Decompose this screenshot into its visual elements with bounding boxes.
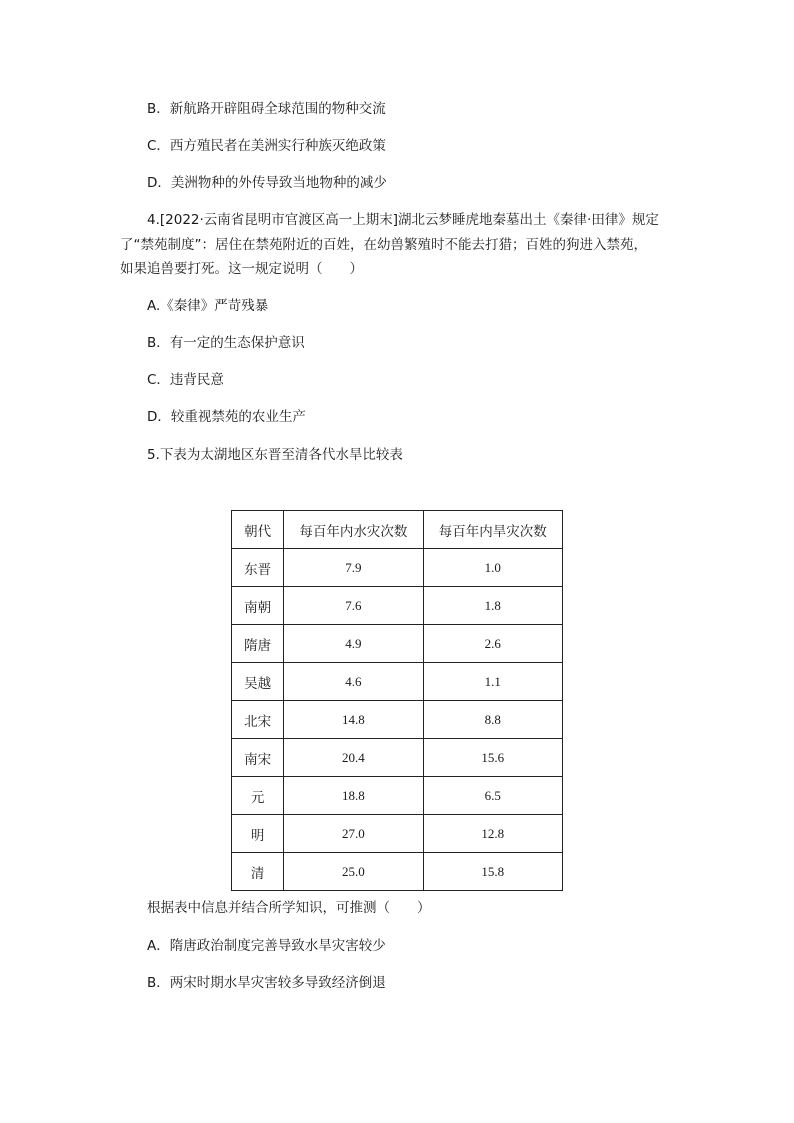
table-cell-drought: 1.8 — [423, 587, 562, 625]
table-cell-flood: 27.0 — [284, 815, 423, 853]
table-cell-dynasty: 隋唐 — [232, 625, 284, 663]
table-cell-drought: 1.1 — [423, 663, 562, 701]
table-cell-drought: 1.0 — [423, 549, 562, 587]
table-cell-flood: 18.8 — [284, 777, 423, 815]
table-row — [232, 853, 563, 891]
table-header-flood: 每百年内水灾次数 — [284, 511, 423, 549]
table-row — [232, 549, 563, 587]
table-cell-flood: 4.9 — [284, 625, 423, 663]
table-cell-drought: 6.5 — [423, 777, 562, 815]
table-cell-dynasty: 元 — [232, 777, 284, 815]
q4-stem-line1: 4.[2022·云南省昆明市官渡区高一上期末]湖北云梦睡虎地秦墓出土《秦律·田律》规定 — [147, 212, 659, 228]
q4-option-a: A.《秦律》严苛残暴 — [147, 298, 269, 314]
table-cell-flood: 14.8 — [284, 701, 423, 739]
table-cell-dynasty: 南宋 — [232, 739, 284, 777]
q3-option-c: C．西方殖民者在美洲实行种族灭绝政策 — [147, 138, 386, 154]
table-cell-flood: 7.6 — [284, 587, 423, 625]
q5-intro: 5.下表为太湖地区东晋至清各代水旱比较表 — [147, 447, 403, 463]
table-cell-dynasty: 北宋 — [232, 701, 284, 739]
q4-stem-line3: 如果追兽要打死。这一规定说明（ ） — [120, 261, 363, 277]
q5-option-b: B．两宋时期水旱灾害较多导致经济倒退 — [147, 975, 386, 991]
q4-option-c: C．违背民意 — [147, 372, 224, 388]
q4-option-b: B．有一定的生态保护意识 — [147, 335, 305, 351]
table-row — [232, 663, 563, 701]
table-header-drought: 每百年内旱灾次数 — [423, 511, 562, 549]
table-cell-flood: 20.4 — [284, 739, 423, 777]
table-cell-drought: 15.6 — [423, 739, 562, 777]
table-cell-flood: 7.9 — [284, 549, 423, 587]
table-row — [232, 587, 563, 625]
table-row — [232, 739, 563, 777]
table-row — [232, 701, 563, 739]
table-cell-drought: 8.8 — [423, 701, 562, 739]
flood-drought-table — [231, 510, 563, 891]
q4-stem-line2: 了“禁苑制度”：居住在禁苑附近的百姓，在幼兽繁殖时不能去打猎；百姓的狗进入禁苑， — [120, 237, 647, 253]
table-cell-drought: 12.8 — [423, 815, 562, 853]
q3-option-d: D．美洲物种的外传导致当地物种的减少 — [147, 175, 387, 191]
table-row — [232, 625, 563, 663]
table-row — [232, 777, 563, 815]
table-cell-dynasty: 吴越 — [232, 663, 284, 701]
table-header-row — [232, 511, 563, 549]
table-row — [232, 815, 563, 853]
table-cell-drought: 15.8 — [423, 853, 562, 891]
table-cell-dynasty: 东晋 — [232, 549, 284, 587]
q5-stem: 根据表中信息并结合所学知识，可推测（ ） — [147, 900, 431, 916]
q3-option-b: B．新航路开辟阻碍全球范围的物种交流 — [147, 101, 386, 117]
q4-option-d: D．较重视禁苑的农业生产 — [147, 409, 306, 425]
table-cell-drought: 2.6 — [423, 625, 562, 663]
table-cell-dynasty: 南朝 — [232, 587, 284, 625]
table-cell-dynasty: 明 — [232, 815, 284, 853]
table-cell-dynasty: 清 — [232, 853, 284, 891]
table-cell-flood: 25.0 — [284, 853, 423, 891]
q5-option-a: A．隋唐政治制度完善导致水旱灾害较少 — [147, 938, 386, 954]
table-cell-flood: 4.6 — [284, 663, 423, 701]
table-header-dynasty: 朝代 — [232, 511, 284, 549]
